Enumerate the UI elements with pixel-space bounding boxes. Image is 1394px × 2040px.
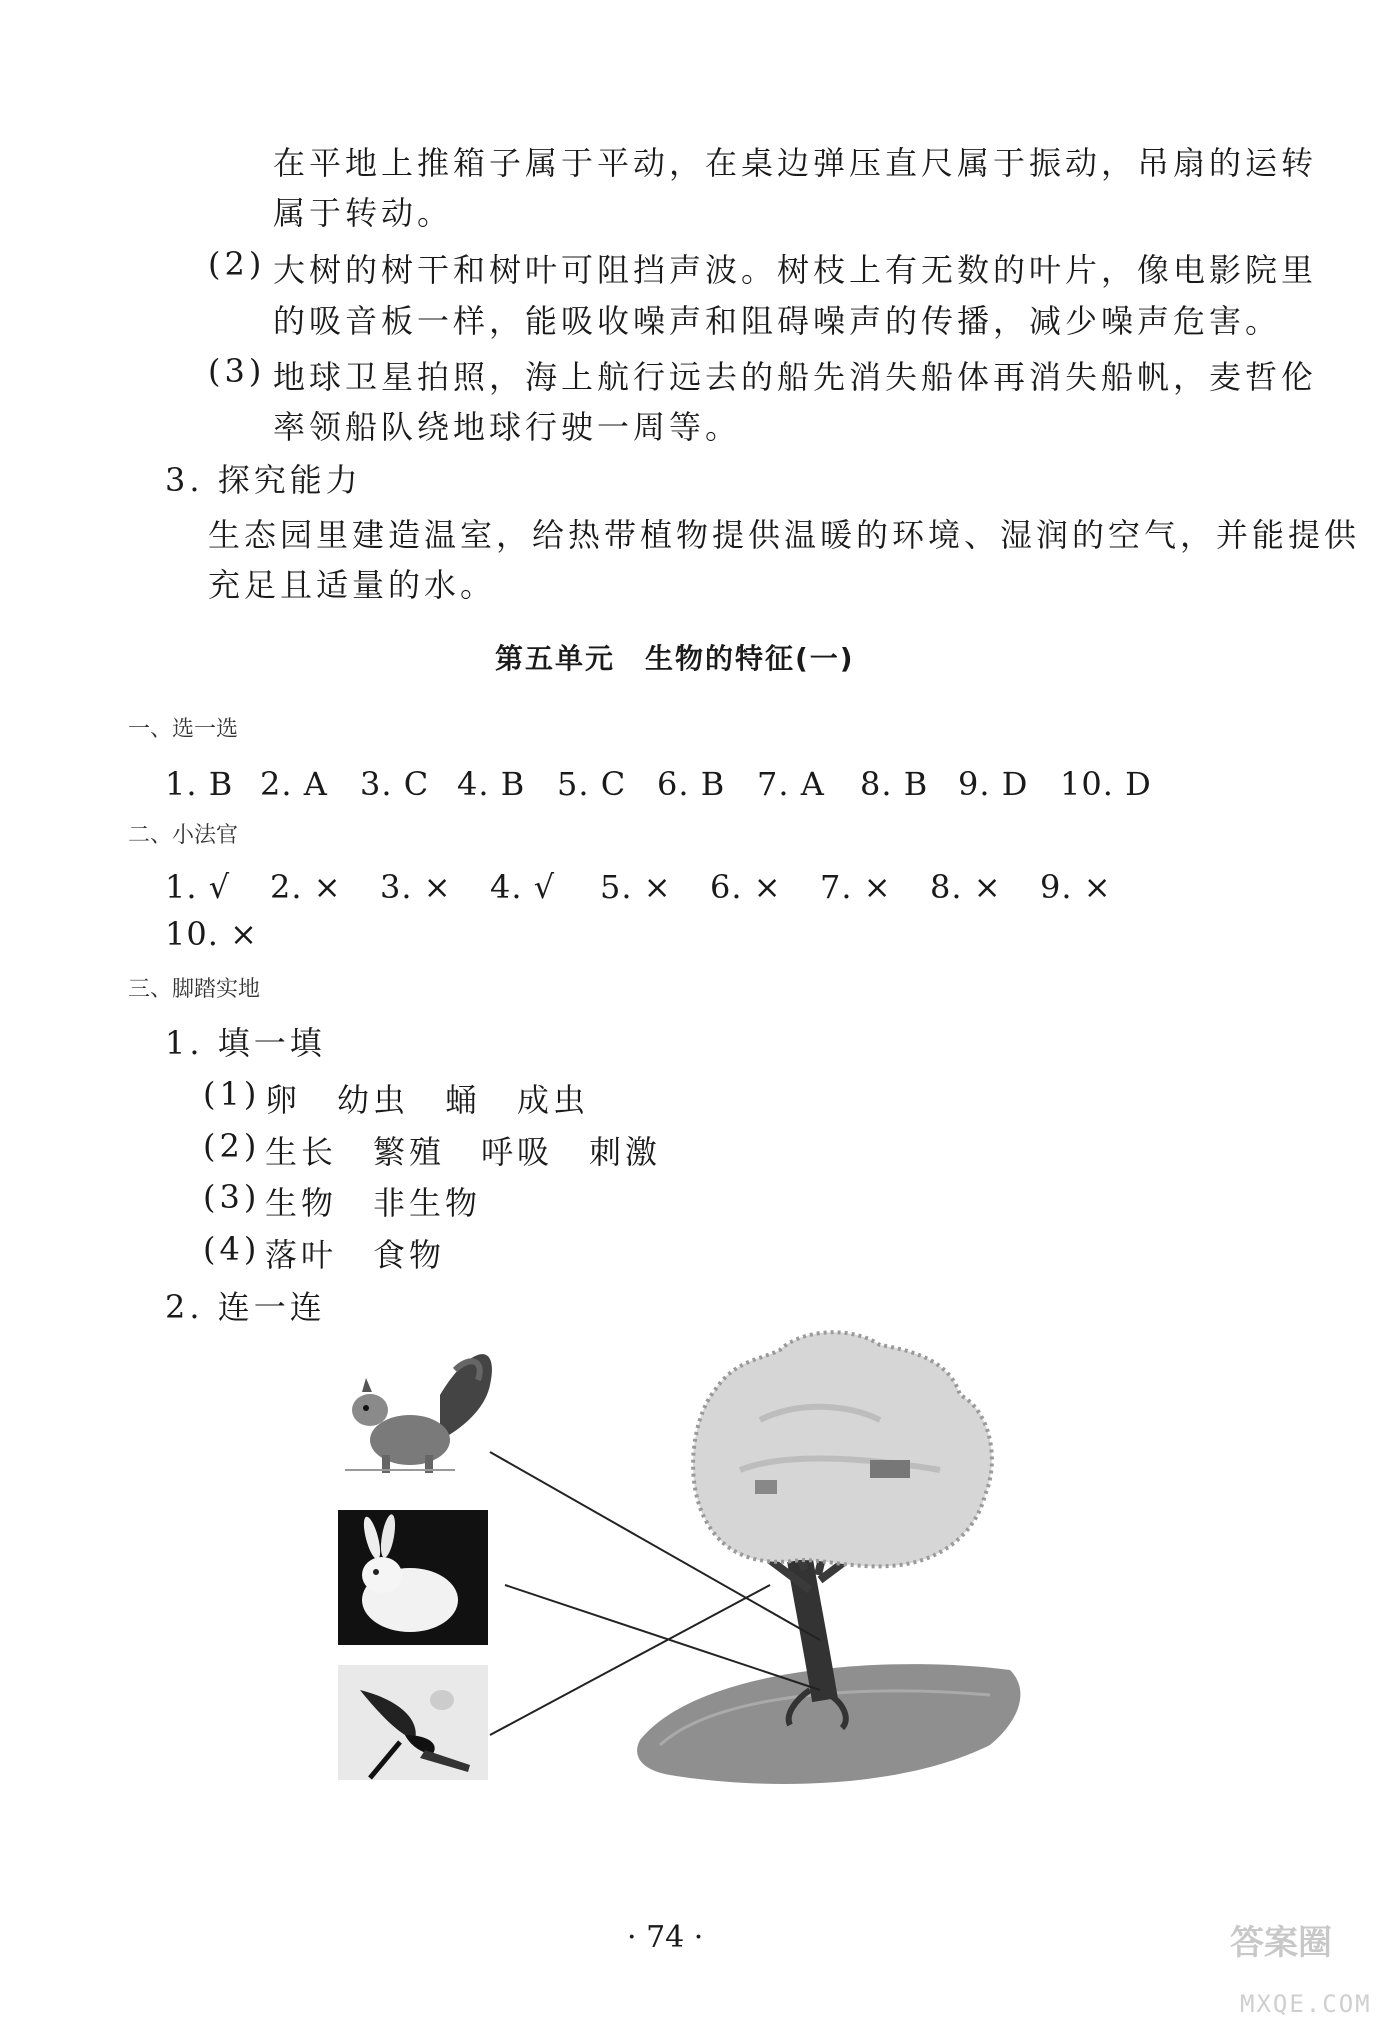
answer-item: 2. A (260, 765, 328, 803)
item-text: 率领船队绕地球行驶一周等。 (273, 408, 742, 446)
explore-text: 生态园里建造温室，给热带植物提供温暖的环境、湿润的空气，并能提供 (208, 516, 1361, 554)
explore-heading: 3. 探究能力 (165, 461, 362, 499)
answer-item: 10. D (1060, 765, 1152, 803)
item-number: (2) (208, 245, 266, 283)
answer-item: 5. C (557, 765, 627, 803)
answer-item: 6. × (710, 868, 782, 906)
fill-number: (3) (203, 1178, 261, 1216)
continuation-line: 在平地上推箱子属于平动，在桌边弹压直尺属于振动，吊扇的运转 (273, 144, 1318, 182)
item-text: 大树的树干和树叶可阻挡声波。树枝上有无数的叶片，像电影院里 (273, 251, 1318, 289)
answer-item: 9. × (1040, 868, 1112, 906)
answer-item: 6. B (657, 765, 726, 803)
answer-item: 7. × (820, 868, 892, 906)
magpie-image (338, 1665, 488, 1780)
fill-number: (1) (203, 1075, 261, 1113)
fill-answer: 生物 非生物 (265, 1184, 482, 1222)
section-heading: 一、选一选 (128, 717, 239, 742)
answer-item: 8. B (860, 765, 929, 803)
line-rabbit-ground (505, 1585, 820, 1690)
answer-item: 3. × (380, 868, 452, 906)
section-heading: 二、小法官 (128, 823, 239, 848)
item-text: 的吸音板一样，能吸收噪声和阻碍噪声的传播，减少噪声危害。 (273, 302, 1282, 340)
answer-item: 3. C (360, 765, 430, 803)
squirrel-image (345, 1354, 492, 1473)
fill-number: (4) (203, 1230, 261, 1268)
explore-text: 充足且适量的水。 (208, 566, 497, 604)
answer-item: 2. × (270, 868, 342, 906)
tree-image (637, 1332, 1020, 1784)
item-number: (3) (208, 352, 266, 390)
answer-item: 5. × (600, 868, 672, 906)
subsection-heading: 1. 填一填 (165, 1024, 326, 1062)
fill-answer: 卵 幼虫 蛹 成虫 (265, 1081, 590, 1119)
page-number: · 74 · (627, 1920, 704, 1955)
answer-item: 10. × (165, 915, 258, 953)
answer-item: 4. √ (490, 868, 556, 906)
item-text: 地球卫星拍照，海上航行远去的船先消失船体再消失船帆，麦哲伦 (273, 358, 1318, 396)
unit-title: 第五单元 生物的特征(一) (495, 642, 855, 675)
fill-number: (2) (203, 1127, 261, 1165)
fill-answer: 落叶 食物 (265, 1236, 446, 1274)
answer-item: 9. D (958, 765, 1029, 803)
rabbit-image (338, 1510, 488, 1645)
continuation-line: 属于转动。 (273, 194, 454, 232)
section-heading: 三、脚踏实地 (128, 977, 261, 1002)
answer-item: 8. × (930, 868, 1002, 906)
fill-answer: 生长 繁殖 呼吸 刺激 (265, 1133, 662, 1171)
answer-item: 1. √ (165, 868, 231, 906)
subsection-heading: 2. 连一连 (165, 1288, 326, 1326)
answer-item: 7. A (757, 765, 825, 803)
answer-item: 1. B (165, 765, 234, 803)
watermark-url: MXQE.COM (1240, 1990, 1372, 2018)
answer-item: 4. B (457, 765, 526, 803)
watermark-logo: 答案圈 (1230, 1923, 1332, 1963)
